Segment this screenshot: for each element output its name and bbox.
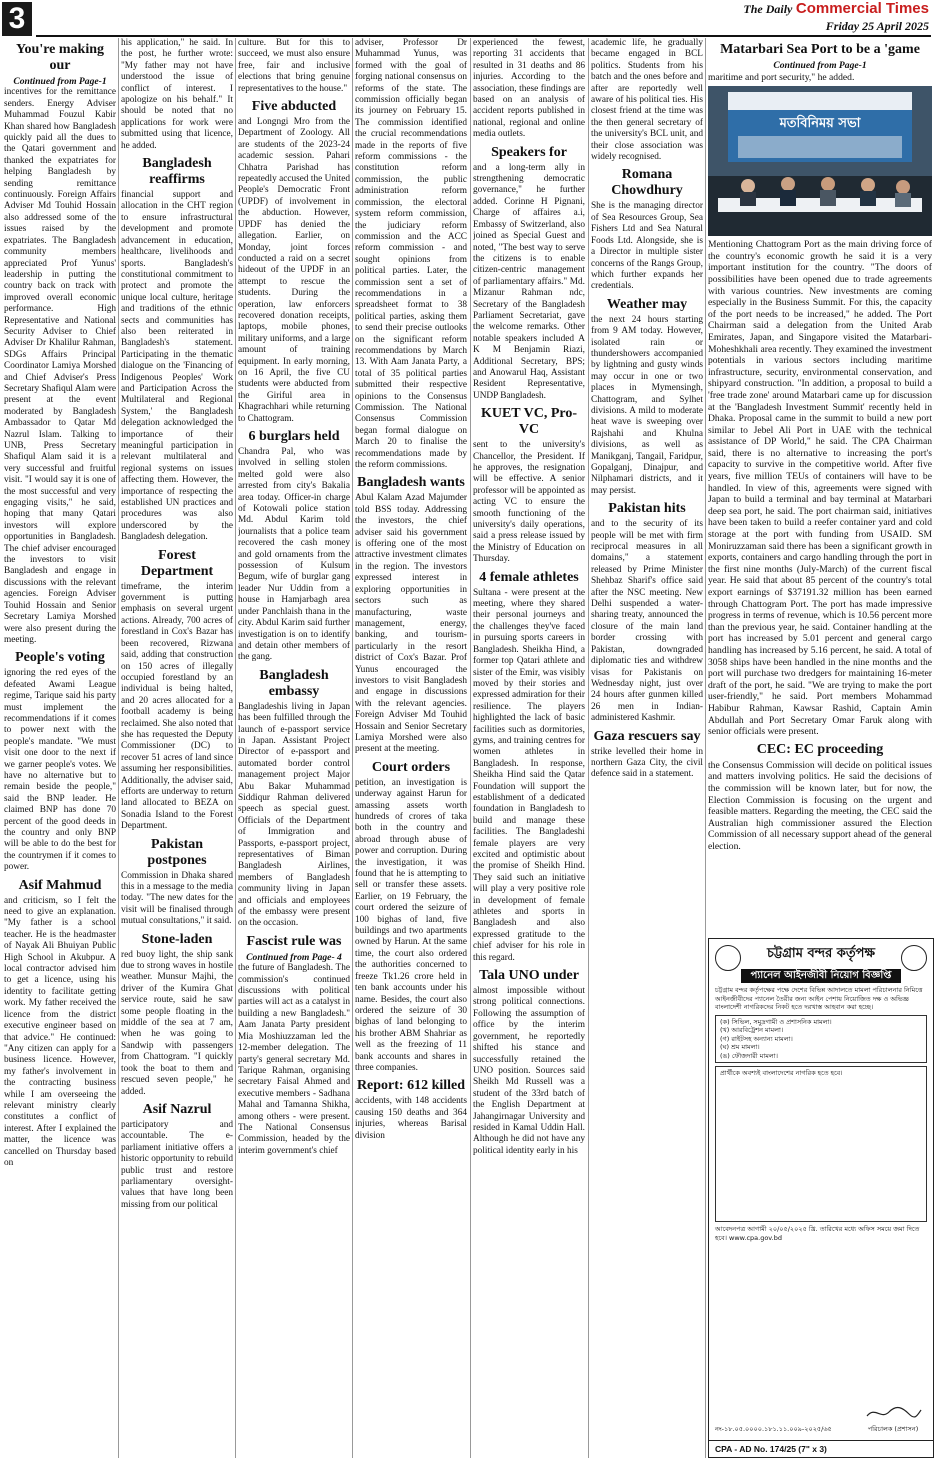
meeting-photo: [708, 86, 932, 236]
article-text: ignoring the red eyes of the defeated Awami League regime, Tarique said his party must implement the recommendations if it comes to power next with the people's mandate. "We must visit one door to the next if we garner people's votes. We have no alternative but to remain beside the people," said the BNP leader. He claimed BNP has done 70 percent of the good deeds in the country and only BNP will be able to do the best for the countrymen if it comes to power.: [4, 668, 116, 873]
signature-mark: [863, 1404, 923, 1422]
headline: 4 female athletes: [479, 569, 579, 585]
article-text: the next 24 hours starting from 9 AM today. However, isolated rain or thundershowers accompanied by lightning and gusty winds may occur in one or two places in Mymensingh, Chattogram, and Sylhet divisions. A mild to moderate heat wave is sweeping over Rajshahi and Khulna divisions, as well as Manikganj, Tangail, Faridpur, Gopalganj, Dinajpur, and Nilphamari districts, and it may persist.: [591, 314, 703, 496]
column-rule: [235, 38, 236, 1458]
article-text: Sultana - were present at the meeting, where they shared their personal journeys and the challenges they've faced in pursuing sports careers in Bangladesh. Sheikha Hind, a former top Qatari athlete and sister of the Emir, was visibly moved by their stories and expressed admiration for their resilience. The players highlighted the lack of basic facilities such as dormitories, gyms, and training centres for women athletes in Bangladesh. In response, Sheikha Hind said the Qatar Foundation will support the establishment of a dedicated foundation in Bangladesh to build and manage these facilities. The Bangladeshi female players are very excited and optimistic about the promise of Sheikh Hind. They said such an initiative will play a very positive role in development of female athletes and sports in Bangladesh and also expressed gratitude to the chief adviser for his role in this regard.: [473, 587, 585, 963]
title-brand: Commercial Times: [795, 0, 929, 17]
headline: Tala UNO under: [479, 968, 579, 984]
photo-banner: মতবিনিময় সভা: [779, 116, 861, 132]
list-item: (গ) রাইটসহ অন্যান্য মামলা।: [720, 1034, 793, 1043]
issue-date: Friday 25 April 2025: [825, 19, 929, 33]
title-daily: The Daily: [743, 2, 793, 16]
signatory-title: পরিচালক (প্রশাসন): [867, 1425, 919, 1433]
article-text: and to the security of its people will be met with firm reciprocal measures in all domains," a statement released by Prime Minister Shehbaz Sharif's office said after the NSC meeting. New Delhi suspended a water-sharing treaty, announced the closure of the main land border crossing with Pakistan, downgraded diplomatic ties and withdrew visas for Pakistanis on Wednesday night, just over 24 hours after gunmen killed 26 men in Indian-administered Kashmir.: [591, 519, 703, 724]
article-column-6: [591, 38, 703, 938]
article-text: and a long-term ally in strengthening democratic governance," he further added. Corinne H Pignani, Charge of affaires a.i, Embassy of Switzerland, also joined as Special Guest and noted, "The best way to serve the citizens is to enable citizen-centric management of parliamentary affairs." Md. Mizanur Rahman ndc, Secretary of the Bangladesh Parliament Secretariat, gave the welcome remarks. Other notable speakers included A K M Benjamin Riazi, Additional Secretary, BPS; and Anowarul Haq, Assistant Resident Representative, UNDP Bangladesh.: [473, 162, 585, 401]
article-text: red buoy light, the ship sank due to strong waves in hostile weather. Munsur Majhi, the driver of the Kumira Ghat service route, said he saw some people floating in the middle of the sea at 7 am, when he was going to Sandwip with passengers from Chattogram. "I quickly took the boat to them and rescued seven people," he added.: [121, 949, 233, 1097]
news-photo: [708, 86, 932, 236]
headline: Romana Chowdhury: [611, 167, 683, 199]
qualification-table: [715, 1066, 927, 1222]
article-text: incentives for the remittance senders. Energy Adviser Muhammad Fouzul Kabir Khan shared how Bangladesh quickly paid all the dues to the Qatari government and thanked the expatriates for helping Bangladesh by sending remittance continuously. Foreign Affairs Adviser Md Touhid Hossain also addressed some of the issues raised by the expatriates. The Bangladesh community members appreciated Prof Yunus' leadership in putting the country back on track with improved overall economic performance. High Representative and National Security Adviser to Chief Adviser Dr Khalilur Rahman, SDGs Affairs Principal Coordinator Lamiya Morshed and Chief Adviser's Press Secretary Shafiqul Alam were present at the event moderated by Bangladesh Ambassador to Qatar Md Nazrul Islam. Talking to UNB, Press Secretary Shafiqul Alam said it is a very successful and fruitful visit. "I would say it is one of the most successful and very engaging visits," he said, hoping that many Qatari investors will explore opportunities in Bangladesh. The chief adviser encouraged the investors to visit Bangladesh and engage in discussions with the relevant agencies. Foreign Adviser Touhid Hossain and Senior Secretary Lamiya Morshed were also present during the meeting.: [4, 87, 116, 645]
headline: Forest Department: [140, 547, 214, 579]
article-text: Commission in Dhaka shared this in a message to the media today. "The new dates for the visit will be finalised through mutual consultations," it said.: [121, 870, 233, 927]
continued-note: Continued from Page-1: [13, 76, 107, 87]
headline: CEC: EC proceeding: [756, 741, 884, 757]
page-number: 3: [2, 2, 32, 36]
column-rule: [352, 38, 353, 1458]
article-text: his application," he said. In the post, he further wrote: "My father may not have understood the issue of conflict of interest. I apologize on his behalf." It should be noted that no applications for work were submitted using that licence, he added.: [121, 38, 233, 151]
headline: Asif Mahmud: [18, 877, 102, 893]
continued-note: Continued from Page-1: [773, 60, 867, 71]
ad-note: প্রার্থীকে অবশ্যই বাংলাদেশের নাগরিক হতে হবে।: [720, 1069, 843, 1077]
headline: Stone-laden: [141, 931, 213, 947]
headline: Speakers for: [491, 144, 567, 160]
continued-note: Continued from Page- 4: [246, 951, 342, 963]
article-text: financial support and allocation in the CHT region to ensure infrastructural development and promote advancement in education, healthcare, livelihoods and sports. Bangladesh's constitutional commitment to protect and promote the unique local culture, heritage and traditions of the ethnic sects and communities has also been reiterated in Bangladesh's statement. Participating in the thematic dialogue on the 'Financing of Indigenous Peoples' Work and Participation Across the Multilateral and Regional System,' the Bangladesh delegation acknowledged the importance of their meaningful participation in relevant multilateral and regional systems on issues affecting them. However, the importance of respecting the established UN practices and procedures was also underscored by the Bangladesh delegation.: [121, 190, 233, 543]
headline: KUET VC, Pro-VC: [480, 406, 578, 438]
column-rule: [118, 38, 119, 1458]
article-text: Mentioning Chattogram Port as the main driving force of the country's economic growth he said it is a very important institution for the country. "The doors of possibilities have been opened due to trade agreements with various countries. New investments are coming especially in the Business Summit. For this, the capacity of the port needs to be increased," he added. The Port Chairman said a delegation from the United Arab Emirates, Japan, and Singapore visited the Matarbari-Moheshkhali area recently. They examined the investment potentials in various sectors including maritime infrastructure, security, environmental conservation, and shipyard construction. "In addition, a proposal to build a 'free trade zone' around Matarbari came up for discussion at the 'Bangladesh Investment Summit' recently held in Dhaka. Proposal came in the summit to build a new port similar to Jebel Ali Port in UAE with the technical assistance of DP World," he said. The CPA Chairman said, there is no alternative to increasing the port's capacity to survive in the competitive world. After five years, five million TEUs of containers will have to be handled. In view of this, agreements were signed with Japan to build a terminal and bay terminal at Matarbari deep sea port, he said. The port chairman said, initiatives have been taken to build a reefer container yard and cold storage at the port with funding from USAID. SM Moniruzzaman said there has been a significant growth in exports, containers and cargo handling through the port in the first nine months (July-March) of the current fiscal year. He said that about 85 percent of the country's total export earnings of $37191.32 million has been earned through Chattogram Port. The port has made impressive progress in terms of revenue, which is 10.56 percent more than the previous year, he said. Container handling at the port has increased by 5.01 percent and general cargo handling has increased by 5.16 percent, he said. A total of 3058 ships have been handled in the nine months and the port will purchase two dredgers for maintaining 16-meter draft of the port, he said. "We are trying to make the port user-friendly," he said. Port members Mohammad Habibur Rahman, Kawsar Rashid, Captain Amin Abdullah and Port Secretary Omar Faruk along with senior officials were present.: [708, 239, 932, 738]
column-rule: [588, 38, 589, 1458]
list-item: (ঙ) ফৌজদারী মামলা।: [720, 1051, 778, 1060]
headline: Matarbari Sea Port to be a 'game: [720, 42, 920, 57]
article-text: academic life, he gradually became engaged in BCL politics. Students from his batch and the ones before and after are reportedly well aware of his political ties. His closest friend at the time was the then general secretary of the university's BCL unit, and their close association was widely recognised.: [591, 38, 703, 163]
article-text: Chandra Pal, who was involved in selling stolen melted gold were also arrested from city's Bakalia area today. Officer-in charge of Kotowali police station Md. Abdul Karim told journalists that a police team recovered the cash money and gold ornaments from the possession of Kulsum Begum, wife of burglar gang leader Nur Uddin from a house in Hamjarbagh area under Panchlaish thana in the city. Abdul Karim said further investigation is on to identify and detain other members of the gang.: [238, 447, 350, 663]
article-column-2: [121, 38, 233, 1458]
headline: Pakistan hits: [608, 501, 686, 517]
headline: Bangladesh wants: [357, 475, 465, 491]
emblem-icon: [901, 945, 927, 971]
list-item: (ক) সিভিল, সমুদ্রগামী ও প্রশাসনিক মামলা।: [720, 1017, 832, 1026]
headline: Gaza rescuers say: [593, 728, 701, 744]
article-text: almost impossible without strong political connections. Following the assumption of office by the interim government, he reportedly shifted his stance and successfully retained the UNO position. Sources said Sheikh Md Russell was a student of the 33rd batch of the English Department at Jahangirnagar University and resided in Kamal Uddin Hall. Although he did not have any political identity early in his: [473, 986, 585, 1156]
column-rule: [705, 38, 706, 1458]
ad-title: চট্টগ্রাম বন্দর কর্তৃপক্ষ: [766, 946, 875, 961]
headline: Court orders: [371, 759, 451, 775]
article-text: and Longngi Mro from the Department of Zoology. All are students of the 2023-24 academic session. Pahari Chhatra Parishad has repeatedly accused the United People's Democratic Front (UPDF) of involvement in the abduction. However, UPDF has denied the allegation. Earlier, on Monday, joint forces conducted a raid on a secret hideout of the UPDF in an attempt to rescue the students. During the operation, law enforcers recovered donation receipts, laptops, mobile phones, military uniforms, and a large amount of training equipment. In early morning, on 16 April, the five CU students were abducted from the Giriful area in Khagrachhari while returning to Chattogram.: [238, 117, 350, 424]
list-item: (খ) আরবিট্রেশন মামলা।: [720, 1026, 784, 1034]
headline: Bangladesh embassy: [259, 667, 329, 699]
article-text: Bangladeshis living in Japan has been fulfilled through the launch of e-passport service in Japan. Assistant Project Director of e-passport and automated border control management project Major Abu Bakar Muhammad Siddiqur Rahman delivered speech as special guest. Officials of the Department of Immigration and Passports, e-passport project, representatives of Biman Bangladesh Airlines, members of Bangladesh community living in Japan and officials and employees of the embassy were present on the occasion.: [238, 701, 350, 929]
port-logo-icon: [715, 945, 741, 971]
article-column-5: [473, 38, 585, 1458]
ad-body: আবেদনপত্র আগামী ২০/০৫/২০২৫ খ্রি. তারিখের মধ্যে অফিস সময়ে জমা দিতে হবে। www.cpa.gov.bd: [715, 1225, 920, 1242]
article-column-4: [355, 38, 467, 1458]
headline: Asif Nazrul: [142, 1101, 212, 1117]
job-advertisement: [708, 938, 934, 1458]
headline: Report: 612 killed: [356, 1078, 466, 1094]
newspaper-title: [743, 0, 929, 18]
headline: Bangladesh reaffirms: [142, 156, 212, 188]
headline: Fascist rule was: [246, 933, 342, 949]
article-text: accidents, with 148 accidents causing 150 deaths and 364 injuries, whereas Barisal division: [355, 1096, 467, 1141]
top-rule: [36, 35, 931, 37]
article-text: culture. But for this to succeed, we must also ensure free, fair and inclusive elections that bring genuine representatives to the house.": [238, 38, 350, 94]
article-text: the future of Bangladesh. The commission's continued discussions with political parties will act as a catalyst in building a new Bangladesh." Aam Janata Party president Mia Moshiuzzaman led the 12-member delegation. The party's general secretary Md. Tarique Rahman, organising secretary Faisal Ahmed and executive members - Sadhana Mahal and Tamanna Shikha, among others - were present. The National Consensus Commission, headed by the interim government's chief: [238, 963, 350, 1156]
article-text: She is the managing director of Sea Resources Group, Sea Fishers Ltd and Sea Natural Foods Ltd. Alongside, she is a Director in multiple sister concerns of the Rangs Group, which further expands her credentials.: [591, 201, 703, 292]
headline: Pakistan postpones: [147, 836, 207, 868]
ad-number: CPA - AD No. 174/25 (7" x 3): [709, 1440, 933, 1457]
case-type-list: [715, 1015, 927, 1064]
headline: Weather may: [606, 296, 688, 312]
headline: 6 burglars held: [248, 429, 340, 444]
headline: People's voting: [15, 650, 105, 666]
article-text: petition, an investigation is underway against Harun for amassing assets worth hundreds of crores of taka both in the country and abroad through abuse of power and corruption. During the investigation, it was found that he is attempting to sell or transfer these assets. Earlier, on 19 February, the court ordered the seizure of 100 bighas of land, five buildings and two apartments owned by Harun. At the same time, the court also ordered the authorities concerned to freeze Tk1.26 crore held in ten bank accounts under his name. Besides, the court also ordered the seizure of 30 bighas of land belonging to his brother ABM Shahriar as well as the freezing of 11 bank accounts and shares in three companies.: [355, 777, 467, 1073]
headline: Five abducted: [251, 99, 337, 115]
masthead: [743, 0, 929, 34]
article-column-3: [238, 38, 350, 1458]
article-text: experienced the fewest, reporting 31 accidents that resulted in 31 deaths and 86 injuries. According to the association, these findings are based on an analysis of accident reports published in national, regional and online media outlets.: [473, 38, 585, 140]
memo-number: নং-১৮.০৫.০০০০.১৮১.১১.০০৯-২০২৫/৬৫: [715, 1425, 832, 1433]
article-column-7: [708, 38, 932, 933]
article-text: timeframe, the interim government is putting emphasis on several urgent actions. Already, 700 acres of forestland in Cox's Bazar has been recovered, Rizwana said, adding that construction on 150 acres of illegally occupied forestland by an individual is being halted, and 20 acres allocated for a football academy is being reclaimed. She also noted that she has requested the Deputy Commissioner (DC) to recover 51 acres of land since assuming her responsibilities. Additionally, the adviser said, efforts are underway to return land allocated to BEZA on Sonadia Island to the Forest Department.: [121, 581, 233, 832]
article-text: and criticism, so I felt the need to give an explanation. "My father is a school teacher. He is the headmaster of Nayak Ali Bhuiyan Public High School in Akubpur. A local contractor advised him to get a licence, using his identity to facilitate getting work. My father received the licence from the district executive engineer based on that advice." He continued: "Any citizen can apply for a business licence. However, my father's involvement in the contracting business while I am overseeing the relevant ministry clearly constitutes a conflict of interest. After I explained the matter, the licence was cancelled on Thursday based on: [4, 895, 116, 1168]
article-text: maritime and port security," he added.: [708, 71, 855, 83]
article-column-1: [4, 38, 116, 1458]
article-text: Abul Kalam Azad Majumder told BSS today. Addressing the investors, the chief adviser said his government is offering one of the most attractive investment climates in the region. The investors expressed interest in exploring opportunities in sectors such as manufacturing, waste management, energy, banking, and tourism-particularly in the resort district of Cox's Bazar. Prof Yunus encouraged the investors to visit Bangladesh and engage in discussions with the relevant agencies. Foreign Adviser Md Touhid Hossain and Senior Secretary Lamiya Morshed were also present at the meeting.: [355, 493, 467, 755]
article-text: strike levelled their home in northern Gaza City, the civil defence said in a statement.: [591, 746, 703, 780]
ad-intro: চট্টগ্রাম বন্দর কর্তৃপক্ষের পক্ষে দেশের বিভিন্ন আদালতে মামলা পরিচালনার নিমিত্তে আইনজীবীদের প্যানেল তৈরীর জন্য আইন পেশায় নিয়োজিত দক্ষ ও অভিজ্ঞ বাংলাদেশী নাগরিকদের নিকট হতে দরখাস্ত আহবান করা হচ্ছে।: [715, 986, 923, 1011]
headline: You're making our: [15, 42, 105, 73]
list-item: (ঘ) শ্রম মামলা।: [720, 1043, 760, 1051]
article-text: adviser, Professor Dr Muhammad Yunus, was formed with the goal of forging national consensus on reforms of the state. The commission officially began its journey on February 15. The commission identified the crucial recommendations made in the reports of five reform commissions - the constitution reform commission, the public administration reform commission, the electoral system reform commission, the judiciary reform commission and the ACC reform commission - and sought opinions from political parties. Later, the commission sent a set of recommendations in a spreadsheet format to 38 political parties, asking them to send their precise outlooks on the significant reform recommendations by March 13. With Aam Janata Party, a total of 35 political parties submitted their respective opinions to the Consensus Commission. The National Consensus Commission began formal dialogue on March 20 to finalise the recommendations made by the reform commissions.: [355, 38, 467, 471]
article-text: participatory and accountable. The e-parliament initiative offers a historic opportunity to rebuild public trust and restore parliamentary oversight-values that have long been missing from our political: [121, 1119, 233, 1210]
column-rule: [470, 38, 471, 1458]
article-text: sent to the university's Chancellor, the President. If he approves, the resignation will be effective. A senior professor will be appointed as acting VC to ensure the smooth functioning of the university's daily operations, said a press release issued by the Ministry of Education on Thursday.: [473, 440, 585, 565]
article-text: the Consensus Commission will decide on political issues and matters involving politics. He said the decisions of the commission will be known later, but for now, the Election Commission is focusing on the urgent and feasible matters. Regarding the meeting, the CEC said the Australian high commissioner assured the Election Commission of all necessary support ahead of the general election.: [708, 759, 932, 852]
ad-subtitle: প্যানেল আইনজীবী নিয়োগ বিজ্ঞপ্তি: [741, 969, 901, 983]
signature-block: [863, 1404, 923, 1435]
